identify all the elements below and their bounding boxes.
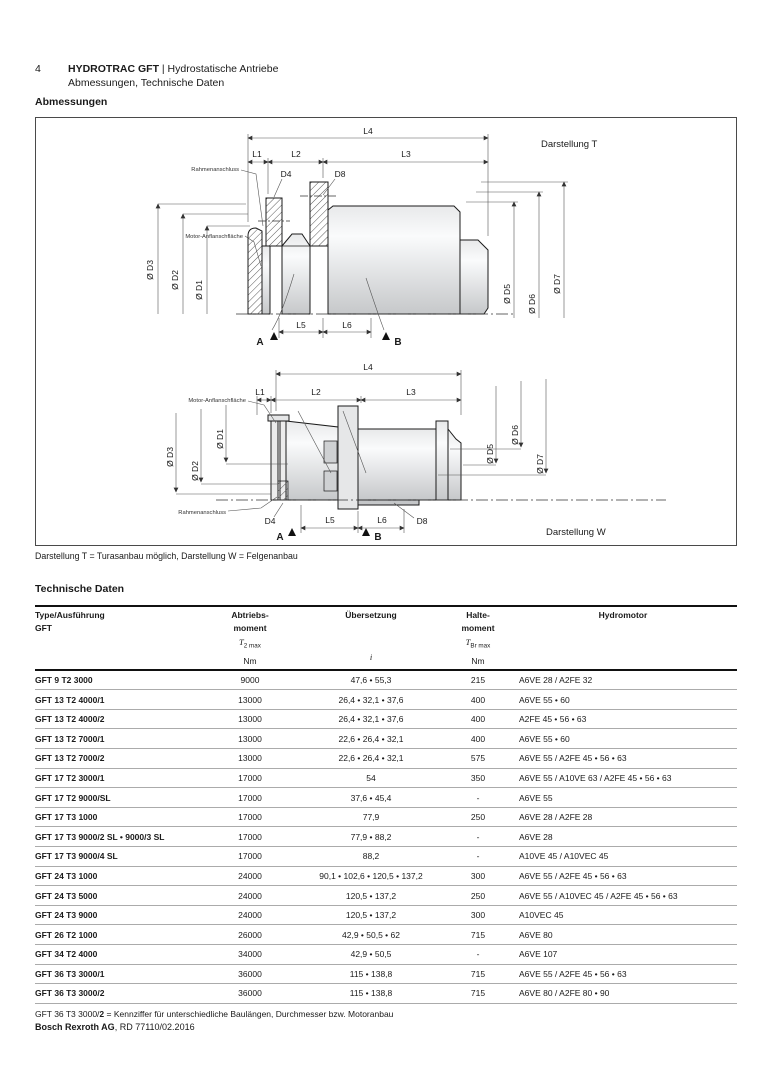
datum-label-a-w: A: [276, 532, 284, 543]
annotation-rahmenanschluss-w: Rahmenanschluss: [178, 510, 226, 516]
cell-ratio: 88,2: [295, 847, 447, 867]
table-row: [35, 690, 737, 710]
dim-label-d1-t: Ø D1: [194, 280, 204, 300]
dim-label-d3-w: Ø D3: [165, 447, 175, 467]
cell-motor: A6VE 55: [509, 788, 737, 808]
cell-ratio: 47,6 • 55,3: [295, 670, 447, 690]
datum-label-a-t: A: [256, 337, 264, 348]
dim-label-l6-t: L6: [342, 320, 352, 330]
dim-label-l1-t: L1: [252, 149, 262, 159]
cell-type: GFT 24 T3 1000: [35, 866, 205, 886]
dim-label-d2-t: Ø D2: [170, 270, 180, 290]
dim-label-d6-w: Ø D6: [510, 425, 520, 445]
header-motor: Hydromotor: [509, 606, 737, 670]
cell-torque: 24000: [205, 886, 295, 906]
cell-ratio: 77,9 • 88,2: [295, 827, 447, 847]
cell-type: GFT 36 T3 3000/2: [35, 984, 205, 1004]
cell-torque: 13000: [205, 690, 295, 710]
cell-motor: A6VE 55 / A2FE 45 • 56 • 63: [509, 749, 737, 769]
cell-ratio: 90,1 • 102,6 • 120,5 • 137,2: [295, 866, 447, 886]
cell-torque: 9000: [205, 670, 295, 690]
cell-torque: 36000: [205, 964, 295, 984]
annotation-rahmenanschluss-t: Rahmenanschluss: [191, 167, 239, 173]
table-row: [35, 847, 737, 867]
gearbox-body-t: [248, 182, 488, 314]
cell-motor: A6VE 55 • 60: [509, 690, 737, 710]
datum-label-b-t: B: [394, 337, 402, 348]
table-row: [35, 945, 737, 965]
heading-abmessungen: Abmessungen: [35, 96, 108, 108]
dim-label-l2-w: L2: [311, 387, 321, 397]
dim-label-l5-w: L5: [325, 515, 335, 525]
cell-torque: 17000: [205, 807, 295, 827]
dim-label-l3-w: L3: [406, 387, 416, 397]
cell-ratio: 42,9 • 50,5 • 62: [295, 925, 447, 945]
cell-torque: 36000: [205, 984, 295, 1004]
datum-triangle-a-t: [270, 332, 278, 340]
drawing-view-t: [36, 118, 736, 351]
datum-triangle-a-w: [288, 528, 296, 536]
heading-technische-daten: Technische Daten: [35, 583, 125, 595]
dim-label-d6-t: Ø D6: [527, 294, 537, 314]
drawing-view-w: [36, 351, 736, 543]
table-row: [35, 886, 737, 906]
cell-ratio: 42,9 • 50,5: [295, 945, 447, 965]
cell-holding: 250: [447, 886, 509, 906]
cell-holding: -: [447, 827, 509, 847]
dimension-drawing-box: [35, 117, 737, 546]
view-title-w: Darstellung W: [546, 527, 606, 538]
cell-holding: 350: [447, 768, 509, 788]
cell-torque: 34000: [205, 945, 295, 965]
cell-type: GFT 24 T3 9000: [35, 905, 205, 925]
technical-data-table: [35, 605, 737, 1004]
cell-torque: 13000: [205, 709, 295, 729]
cell-torque: 26000: [205, 925, 295, 945]
cell-torque: 24000: [205, 866, 295, 886]
cell-type: GFT 26 T2 1000: [35, 925, 205, 945]
dim-label-d7-t: Ø D7: [552, 274, 562, 294]
cell-motor: A6VE 55 / A2FE 45 • 56 • 63: [509, 866, 737, 886]
cell-torque: 13000: [205, 729, 295, 749]
dim-label-l1-w: L1: [255, 387, 265, 397]
dim-label-l4-t: L4: [363, 126, 373, 136]
cell-motor: A6VE 28 / A2FE 28: [509, 807, 737, 827]
dim-label-d5-t: Ø D5: [502, 284, 512, 304]
cell-type: GFT 13 T2 4000/1: [35, 690, 205, 710]
cell-type: GFT 13 T2 7000/1: [35, 729, 205, 749]
cell-ratio: 22,6 • 26,4 • 32,1: [295, 729, 447, 749]
cell-holding: 715: [447, 964, 509, 984]
cell-type: GFT 17 T2 3000/1: [35, 768, 205, 788]
datum-label-b-w: B: [374, 532, 382, 543]
dim-label-d2-w: Ø D2: [190, 461, 200, 481]
cell-holding: 300: [447, 905, 509, 925]
datum-triangle-b-w: [362, 528, 370, 536]
cell-motor: A6VE 28 / A2FE 32: [509, 670, 737, 690]
dim-label-d7-w: Ø D7: [535, 454, 545, 474]
cell-torque: 13000: [205, 749, 295, 769]
dim-label-l4-w: L4: [363, 362, 373, 372]
table-row: [35, 788, 737, 808]
cell-motor: A6VE 55 / A10VEC 45 / A2FE 45 • 56 • 63: [509, 886, 737, 906]
cell-ratio: 54: [295, 768, 447, 788]
cell-torque: 17000: [205, 788, 295, 808]
cell-type: GFT 24 T3 5000: [35, 886, 205, 906]
title-product: HYDROTRAC GFT: [68, 63, 159, 75]
cell-ratio: 26,4 • 32,1 • 37,6: [295, 709, 447, 729]
cell-motor: A6VE 80: [509, 925, 737, 945]
dim-label-l2-t: L2: [291, 149, 301, 159]
cell-motor: A10VE 45 / A10VEC 45: [509, 847, 737, 867]
header-type: Type/Ausführung GFT: [35, 606, 205, 670]
cell-holding: 250: [447, 807, 509, 827]
cell-torque: 24000: [205, 905, 295, 925]
dim-label-d8-w: D8: [416, 516, 428, 526]
header-ratio: Übersetzung i: [295, 606, 447, 670]
title-tail: | Hydrostatische Antriebe: [159, 63, 279, 75]
cell-type: GFT 17 T3 9000/2 SL • 9000/3 SL: [35, 827, 205, 847]
dim-label-d4-w: D4: [264, 516, 276, 526]
cell-holding: -: [447, 847, 509, 867]
cell-torque: 17000: [205, 847, 295, 867]
dim-label-l5-t: L5: [296, 320, 306, 330]
dim-label-l3-t: L3: [401, 149, 411, 159]
cell-ratio: 22,6 • 26,4 • 32,1: [295, 749, 447, 769]
cell-holding: 400: [447, 729, 509, 749]
header-holding: Halte- moment $T_{Br max}$ Nm: [447, 606, 509, 670]
dim-label-d5-w: Ø D5: [485, 444, 495, 464]
cell-holding: -: [447, 788, 509, 808]
cell-holding: 400: [447, 709, 509, 729]
cell-type: GFT 17 T3 1000: [35, 807, 205, 827]
cell-holding: 715: [447, 984, 509, 1004]
cell-ratio: 115 • 138,8: [295, 964, 447, 984]
title-block: [68, 62, 488, 90]
cell-ratio: 26,4 • 32,1 • 37,6: [295, 690, 447, 710]
dim-label-d1-w: Ø D1: [215, 429, 225, 449]
cell-type: GFT 34 T2 4000: [35, 945, 205, 965]
dim-label-d4-t: D4: [280, 169, 292, 179]
cell-type: GFT 13 T2 7000/2: [35, 749, 205, 769]
cell-torque: 17000: [205, 768, 295, 788]
cell-type: GFT 17 T3 9000/4 SL: [35, 847, 205, 867]
cell-type: GFT 17 T2 9000/SL: [35, 788, 205, 808]
cell-motor: A6VE 28: [509, 827, 737, 847]
table-row: [35, 768, 737, 788]
gearbox-body-w: [268, 406, 461, 509]
footer-doc-number: , RD 77110/02.2016: [114, 1022, 195, 1032]
cell-type: GFT 13 T2 4000/2: [35, 709, 205, 729]
cell-motor: A6VE 107: [509, 945, 737, 965]
page-number: 4: [35, 63, 41, 75]
footer-company: Bosch Rexroth AG: [35, 1022, 115, 1032]
cell-motor: A6VE 55 / A2FE 45 • 56 • 63: [509, 964, 737, 984]
cell-motor: A6VE 55 / A10VE 63 / A2FE 45 • 56 • 63: [509, 768, 737, 788]
dim-label-d8-t: D8: [334, 169, 346, 179]
annotation-motor-flange-t: Motor-Anflanschfläche: [185, 234, 243, 240]
cell-torque: 17000: [205, 827, 295, 847]
view-title-t: Darstellung T: [541, 139, 598, 150]
table-header: [35, 606, 737, 670]
cell-type: GFT 36 T3 3000/1: [35, 964, 205, 984]
cell-motor: A2FE 45 • 56 • 63: [509, 709, 737, 729]
cell-holding: 215: [447, 670, 509, 690]
cell-holding: 575: [447, 749, 509, 769]
table-row: [35, 749, 737, 769]
table-row: [35, 925, 737, 945]
cell-holding: 400: [447, 690, 509, 710]
table-row: [35, 729, 737, 749]
cell-ratio: 120,5 • 137,2: [295, 886, 447, 906]
cell-motor: A6VE 80 / A2FE 80 • 90: [509, 984, 737, 1004]
datum-triangle-b-t: [382, 332, 390, 340]
technical-data-table-wrap: [35, 605, 737, 1019]
table-row: [35, 964, 737, 984]
cell-holding: 715: [447, 925, 509, 945]
drawing-caption: Darstellung T = Turasanbau möglich, Darstellung W = Felgenanbau: [35, 551, 298, 561]
cell-ratio: 120,5 • 137,2: [295, 905, 447, 925]
cell-motor: A10VEC 45: [509, 905, 737, 925]
table-row: [35, 807, 737, 827]
header-torque: Abtriebs- moment $T_{2 max}$ Nm: [205, 606, 295, 670]
table-row: [35, 984, 737, 1004]
cell-motor: A6VE 55 • 60: [509, 729, 737, 749]
page-footer: [35, 1022, 195, 1032]
table-row: [35, 670, 737, 690]
table-row: [35, 905, 737, 925]
cell-ratio: 115 • 138,8: [295, 984, 447, 1004]
annotation-motor-flange-w: Motor-Anflanschfläche: [188, 398, 246, 404]
title-line: [68, 62, 488, 76]
table-footnote: GFT 36 T3 3000/2 = Kennziffer für unterschiedliche Baulängen, Durchmesser bzw. Motoranbau: [35, 1008, 394, 1019]
cell-ratio: 37,6 • 45,4: [295, 788, 447, 808]
table-body: [35, 670, 737, 1004]
dim-label-l6-w: L6: [377, 515, 387, 525]
cell-holding: -: [447, 945, 509, 965]
cell-holding: 300: [447, 866, 509, 886]
cell-type: GFT 9 T2 3000: [35, 670, 205, 690]
table-row: [35, 709, 737, 729]
title-subtitle: Abmessungen, Technische Daten: [68, 77, 225, 89]
dim-label-d3-t: Ø D3: [145, 260, 155, 280]
cell-ratio: 77,9: [295, 807, 447, 827]
table-row: [35, 827, 737, 847]
table-row: [35, 866, 737, 886]
